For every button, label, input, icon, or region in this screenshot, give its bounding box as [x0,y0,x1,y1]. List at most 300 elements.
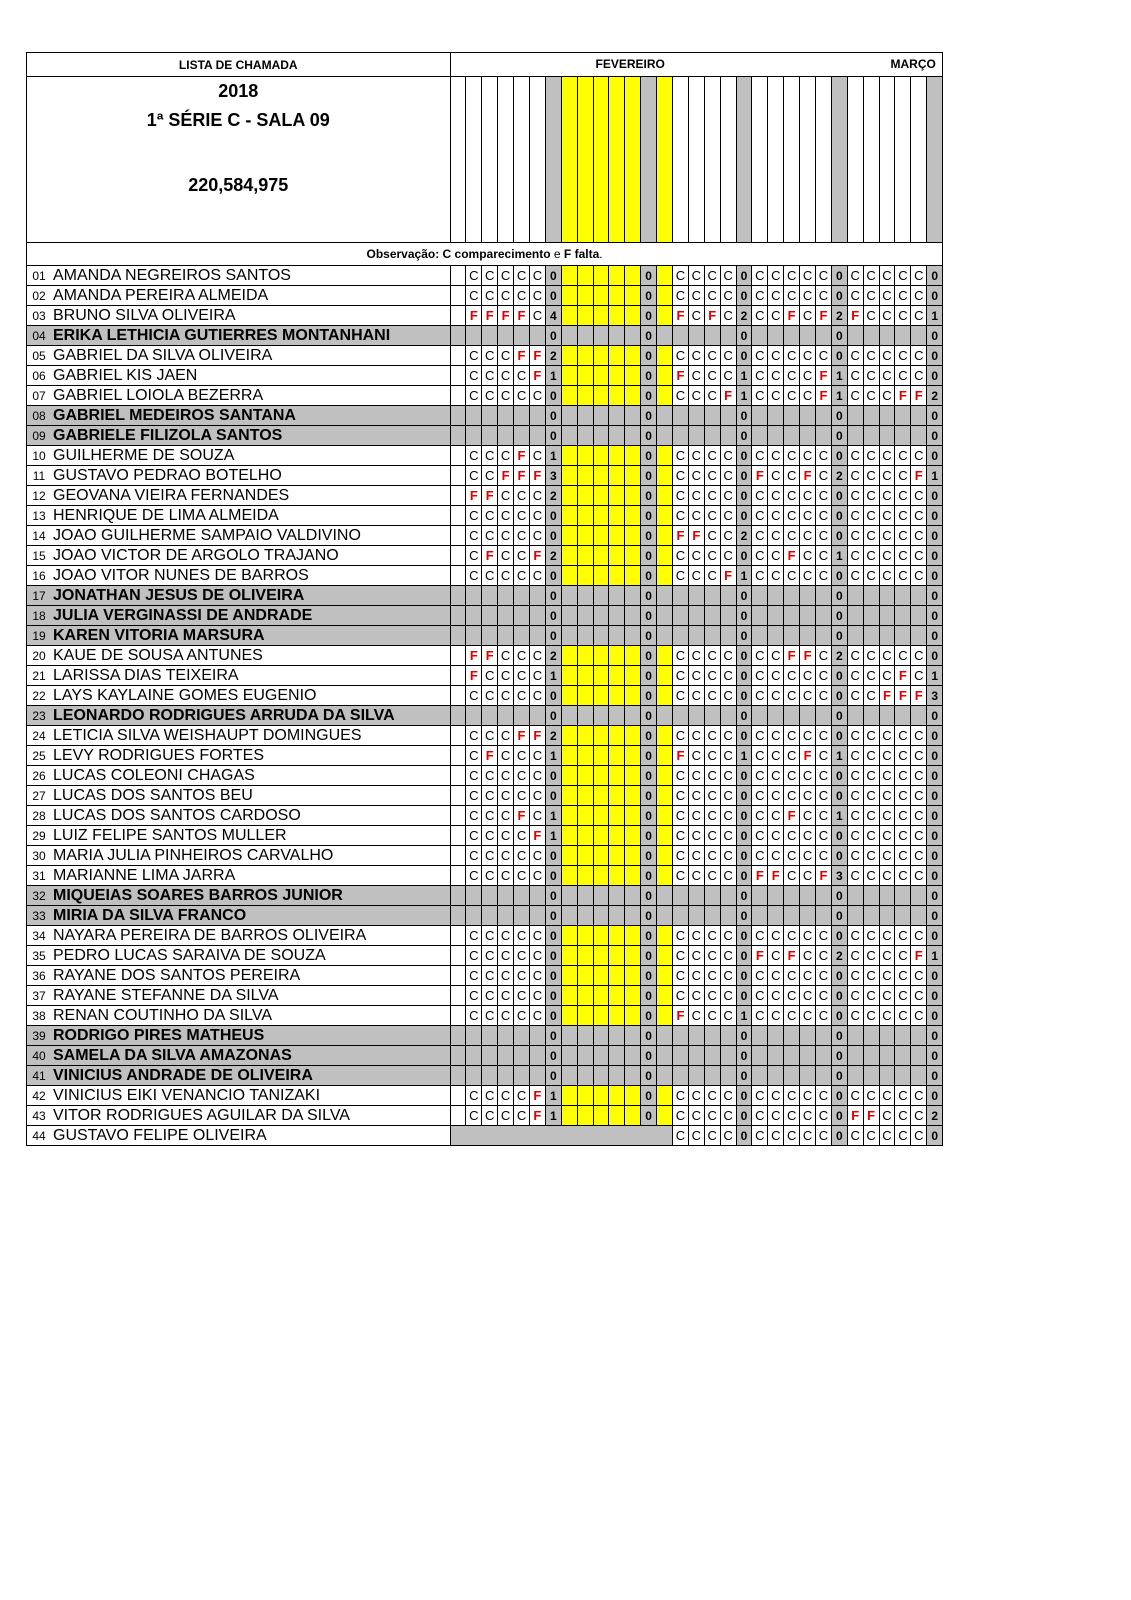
attendance-cell [752,1066,768,1086]
column-header [450,77,466,243]
attendance-mark: C [800,286,816,306]
attendance-cell [800,406,816,426]
attendance-mark: C [720,1126,736,1146]
student-name: MARIANNE LIMA JARRA [51,866,450,886]
student-row [27,786,943,806]
attendance-mark: C [482,506,498,526]
student-name: VITOR RODRIGUES AGUILAR DA SILVA [51,1106,450,1126]
year: 2018 [218,81,259,101]
attendance-cell [577,446,593,466]
week-total: 1 [545,666,561,686]
attendance-cell [609,526,625,546]
attendance-mark: F [498,466,514,486]
week-total: 0 [641,306,657,326]
week-total: 0 [545,426,561,446]
attendance-cell [609,1066,625,1086]
attendance-cell [561,566,577,586]
week-total: 0 [641,826,657,846]
week-total: 0 [927,866,943,886]
attendance-cell [593,546,609,566]
column-header [529,77,545,243]
attendance-cell [450,386,466,406]
attendance-mark: C [768,1106,784,1126]
attendance-mark: F [752,946,768,966]
student-number: 36 [27,966,52,986]
week-total: 0 [927,446,943,466]
week-total: 0 [927,966,943,986]
attendance-cell [593,686,609,706]
attendance-mark: C [752,826,768,846]
column-header-label [816,229,827,243]
attendance-mark: C [879,266,895,286]
attendance-mark: C [895,1106,911,1126]
attendance-mark: C [879,306,895,326]
attendance-mark: C [482,266,498,286]
attendance-mark: C [672,846,688,866]
attendance-mark: F [720,386,736,406]
attendance-cell [466,706,482,726]
attendance-mark: C [514,826,530,846]
student-row [27,286,943,306]
week-total: 0 [736,666,752,686]
week-total: 0 [641,926,657,946]
attendance-cell [815,906,831,926]
attendance-cell [577,766,593,786]
student-number: 42 [27,1086,52,1106]
student-number: 22 [27,686,52,706]
attendance-mark: C [863,466,879,486]
attendance-mark: F [672,526,688,546]
column-header [879,77,895,243]
column-header [704,77,720,243]
attendance-sheet [26,52,979,1146]
student-row [27,386,943,406]
attendance-cell [593,1026,609,1046]
attendance-mark: C [529,526,545,546]
column-header [561,77,577,243]
attendance-mark: C [514,1006,530,1026]
attendance-mark: C [784,726,800,746]
attendance-cell [529,706,545,726]
week-total: 0 [641,606,657,626]
attendance-mark: C [514,366,530,386]
column-header-label [641,229,652,243]
student-row [27,1106,943,1126]
week-total: 0 [831,1006,847,1026]
attendance-cell [672,586,688,606]
attendance-cell [593,646,609,666]
attendance-cell [720,326,736,346]
attendance-cell [609,306,625,326]
attendance-cell [657,866,673,886]
attendance-mark: F [514,306,530,326]
week-total: 0 [736,346,752,366]
week-total: 0 [545,506,561,526]
week-total: 0 [641,366,657,386]
column-header-label [721,229,732,243]
attendance-mark: C [815,646,831,666]
attendance-mark: C [879,346,895,366]
student-number: 38 [27,1006,52,1026]
attendance-cell [768,406,784,426]
attendance-cell [784,886,800,906]
student-name: HENRIQUE DE LIMA ALMEIDA [51,506,450,526]
attendance-cell [609,1086,625,1106]
attendance-cell [466,1026,482,1046]
attendance-cell [657,1006,673,1026]
week-total: 0 [641,626,657,646]
attendance-cell [593,946,609,966]
attendance-cell [879,886,895,906]
attendance-mark: C [879,526,895,546]
attendance-mark: C [800,686,816,706]
attendance-mark: C [784,1086,800,1106]
attendance-cell [657,1046,673,1066]
attendance-cell [895,606,911,626]
week-total: 0 [641,906,657,926]
attendance-mark: C [847,986,863,1006]
week-total: 0 [927,926,943,946]
student-name: GABRIEL DA SILVA OLIVEIRA [51,346,450,366]
attendance-mark: C [863,546,879,566]
student-row [27,706,943,726]
week-total: 0 [545,926,561,946]
attendance-mark: F [498,306,514,326]
week-total: 0 [927,346,943,366]
attendance-cell [911,406,927,426]
attendance-mark: C [672,446,688,466]
attendance-mark: C [498,486,514,506]
week-total: 0 [831,826,847,846]
attendance-cell [768,586,784,606]
attendance-mark: C [688,506,704,526]
attendance-mark: C [720,1106,736,1126]
column-header [768,77,784,243]
student-name: GABRIELE FILIZOLA SANTOS [51,426,450,446]
student-row [27,746,943,766]
attendance-cell [561,406,577,426]
attendance-mark: C [466,1106,482,1126]
attendance-mark: C [879,926,895,946]
week-total: 0 [641,1006,657,1026]
attendance-cell [720,586,736,606]
attendance-mark: C [466,726,482,746]
attendance-mark: C [768,826,784,846]
attendance-mark: C [895,506,911,526]
week-total: 2 [831,646,847,666]
attendance-mark: C [847,1126,863,1146]
attendance-mark: C [704,1086,720,1106]
attendance-cell [704,906,720,926]
attendance-cell [593,626,609,646]
attendance-mark: C [752,1006,768,1026]
attendance-mark: C [879,566,895,586]
student-number: 14 [27,526,52,546]
attendance-mark: C [466,806,482,826]
attendance-cell [609,366,625,386]
attendance-cell [784,606,800,626]
attendance-cell [784,426,800,446]
student-row [27,926,943,946]
attendance-mark: C [911,846,927,866]
attendance-mark: C [672,926,688,946]
column-header-label [514,229,525,243]
attendance-cell [911,1026,927,1046]
attendance-mark: C [752,746,768,766]
attendance-mark: C [672,546,688,566]
attendance-mark: C [529,746,545,766]
column-header [831,77,847,243]
attendance-mark: F [672,306,688,326]
attendance-mark: C [847,546,863,566]
attendance-cell [561,946,577,966]
week-total: 0 [736,266,752,286]
attendance-cell [450,486,466,506]
attendance-mark: C [895,1006,911,1026]
attendance-mark: C [688,1106,704,1126]
attendance-cell [609,486,625,506]
attendance-mark: C [514,1106,530,1126]
attendance-mark: C [672,726,688,746]
attendance-mark: C [720,786,736,806]
attendance-cell [625,866,641,886]
attendance-mark: C [498,946,514,966]
attendance-mark: C [752,366,768,386]
attendance-mark: C [863,986,879,1006]
attendance-mark: C [498,1006,514,1026]
attendance-mark: C [863,386,879,406]
attendance-mark: C [911,666,927,686]
attendance-cell [720,886,736,906]
attendance-cell [752,586,768,606]
attendance-cell [577,426,593,446]
attendance-mark: F [688,526,704,546]
week-total: 0 [927,706,943,726]
attendance-mark: F [800,746,816,766]
attendance-cell [895,706,911,726]
attendance-mark: C [768,286,784,306]
attendance-cell [450,306,466,326]
attendance-cell [625,1066,641,1086]
attendance-mark: C [895,926,911,946]
attendance-cell [911,606,927,626]
week-total: 0 [641,846,657,866]
student-row [27,306,943,326]
student-number: 28 [27,806,52,826]
attendance-cell [625,426,641,446]
attendance-mark: C [768,926,784,946]
column-header [625,77,641,243]
attendance-mark: C [466,546,482,566]
attendance-mark: C [895,866,911,886]
attendance-mark: C [863,566,879,586]
week-total: 0 [736,506,752,526]
attendance-mark: C [529,646,545,666]
attendance-cell [577,866,593,886]
attendance-mark: C [752,486,768,506]
attendance-cell [625,846,641,866]
attendance-cell [863,606,879,626]
attendance-cell [482,326,498,346]
attendance-mark: C [815,986,831,1006]
week-total: 2 [927,1106,943,1126]
student-name: LEONARDO RODRIGUES ARRUDA DA SILVA [51,706,450,726]
week-total: 0 [641,506,657,526]
week-total: 1 [545,366,561,386]
attendance-mark: C [688,686,704,706]
attendance-mark: C [498,846,514,866]
attendance-cell [561,746,577,766]
week-total: 0 [927,326,943,346]
attendance-cell [609,1006,625,1026]
attendance-mark: C [815,286,831,306]
attendance-cell [879,606,895,626]
attendance-cell [482,906,498,926]
attendance-mark: C [466,1006,482,1026]
week-total: 0 [736,286,752,306]
week-total: 0 [641,886,657,906]
week-total: 0 [831,686,847,706]
week-total: 1 [545,446,561,466]
attendance-cell [768,626,784,646]
attendance-cell [529,606,545,626]
attendance-mark: F [466,486,482,506]
attendance-cell [657,706,673,726]
attendance-mark: C [482,1006,498,1026]
student-row [27,726,943,746]
week-total: 0 [927,506,943,526]
attendance-mark: C [911,286,927,306]
attendance-cell [498,1026,514,1046]
attendance-mark: C [863,966,879,986]
attendance-cell [529,626,545,646]
attendance-cell [720,706,736,726]
attendance-cell [577,1026,593,1046]
attendance-cell [609,466,625,486]
column-header [815,77,831,243]
attendance-mark: C [514,986,530,1006]
attendance-mark: F [895,666,911,686]
attendance-cell [879,406,895,426]
student-number: 35 [27,946,52,966]
week-total: 0 [545,326,561,346]
attendance-cell [800,906,816,926]
attendance-cell [768,426,784,446]
attendance-mark: C [672,466,688,486]
attendance-cell [625,546,641,566]
attendance-mark: C [847,666,863,686]
attendance-mark: C [720,546,736,566]
attendance-mark: C [672,826,688,846]
attendance-cell [911,886,927,906]
attendance-cell [895,1026,911,1046]
week-total: 0 [831,1066,847,1086]
attendance-mark: C [529,866,545,886]
attendance-cell [847,586,863,606]
attendance-mark: C [815,786,831,806]
attendance-cell [577,806,593,826]
attendance-mark: C [911,566,927,586]
week-total: 0 [736,326,752,346]
attendance-cell [704,886,720,906]
attendance-mark: C [879,286,895,306]
attendance-mark: C [800,386,816,406]
week-total: 0 [736,946,752,966]
attendance-mark: C [752,926,768,946]
attendance-mark: C [752,806,768,826]
attendance-mark: C [688,1006,704,1026]
attendance-cell [514,406,530,426]
attendance-mark: C [482,786,498,806]
week-total: 0 [736,406,752,426]
attendance-mark: C [911,486,927,506]
student-name: VINICIUS ANDRADE DE OLIVEIRA [51,1066,450,1086]
attendance-mark: C [879,826,895,846]
column-header [847,77,863,243]
attendance-mark: C [466,1086,482,1106]
attendance-cell [815,606,831,626]
attendance-cell [847,886,863,906]
attendance-mark: C [768,806,784,826]
attendance-mark: F [911,386,927,406]
student-name: GABRIEL LOIOLA BEZERRA [51,386,450,406]
student-name: MARIA JULIA PINHEIROS CARVALHO [51,846,450,866]
attendance-cell [863,586,879,606]
attendance-mark: C [879,506,895,526]
week-total: 0 [641,966,657,986]
attendance-cell [625,1086,641,1106]
attendance-mark: C [784,386,800,406]
attendance-mark: F [879,686,895,706]
student-row [27,626,943,646]
attendance-mark: C [879,986,895,1006]
attendance-mark: C [863,1086,879,1106]
attendance-mark: C [768,746,784,766]
week-total: 0 [641,406,657,426]
attendance-mark: C [672,1106,688,1126]
column-header-label [466,229,477,243]
week-total: 0 [927,426,943,446]
attendance-mark: C [895,526,911,546]
attendance-cell [609,586,625,606]
attendance-cell [609,746,625,766]
attendance-cell [498,1046,514,1066]
attendance-cell [593,466,609,486]
attendance-mark: C [672,966,688,986]
attendance-mark: C [752,726,768,746]
attendance-mark: C [752,666,768,686]
attendance-cell [466,1046,482,1066]
week-total: 3 [831,866,847,886]
attendance-mark: C [895,466,911,486]
week-total: 0 [736,1106,752,1126]
attendance-mark: C [498,566,514,586]
attendance-mark: C [514,386,530,406]
attendance-mark: C [720,446,736,466]
column-header-label [752,229,763,243]
attendance-mark: C [529,486,545,506]
attendance-cell [752,706,768,726]
attendance-cell [450,1006,466,1026]
attendance-mark: C [911,986,927,1006]
attendance-mark: C [704,286,720,306]
week-total: 0 [545,526,561,546]
attendance-cell [657,826,673,846]
column-header-label [895,229,906,243]
attendance-cell [577,1086,593,1106]
week-total: 2 [927,386,943,406]
week-total: 3 [927,686,943,706]
